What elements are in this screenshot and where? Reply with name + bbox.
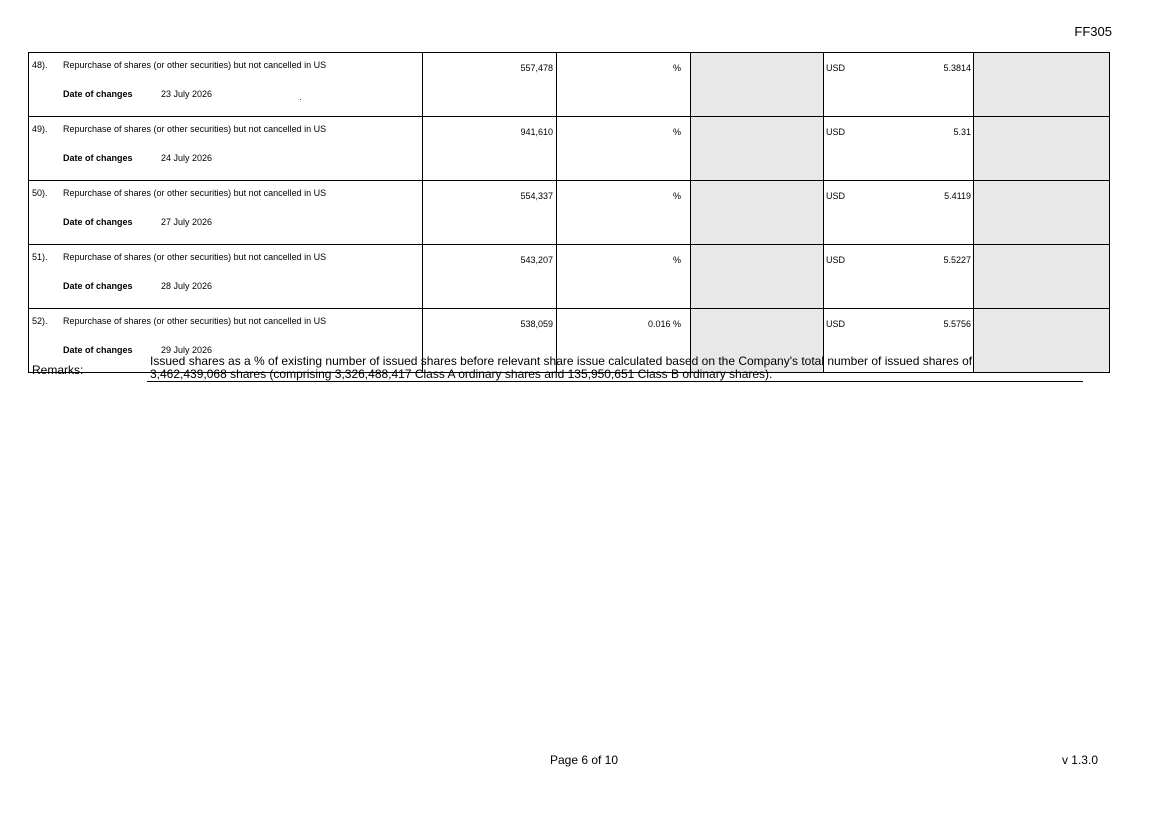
date-of-changes-label: Date of changes <box>63 345 133 355</box>
date-of-changes-label: Date of changes <box>63 217 133 227</box>
number-of-shares-cell <box>423 245 557 309</box>
shaded-cell <box>691 181 824 245</box>
row-description: Repurchase of shares (or other securities) but not cancelled in US <box>63 124 327 134</box>
price-cell <box>824 181 974 245</box>
row-number: 51). <box>32 252 48 262</box>
percent-cell <box>557 53 691 117</box>
price-value: 5.31 <box>953 127 971 137</box>
date-of-changes-value: 27 July 2026 <box>161 217 213 227</box>
percent-value: 0.016 % <box>647 319 681 329</box>
description-cell <box>29 181 423 245</box>
currency-code: USD <box>826 191 846 201</box>
number-of-shares: 557,478 <box>520 63 553 73</box>
currency-code: USD <box>826 63 846 73</box>
currency-code: USD <box>826 319 846 329</box>
table-row <box>29 117 1110 181</box>
number-of-shares: 941,610 <box>520 127 553 137</box>
shaded-cell <box>691 245 824 309</box>
form-code: FF305 <box>1074 24 1112 39</box>
price-value: 5.3814 <box>943 63 971 73</box>
date-of-changes-value: 24 July 2026 <box>161 153 213 163</box>
date-of-changes-label: Date of changes <box>63 89 133 99</box>
row-description: Repurchase of shares (or other securities) but not cancelled in US <box>63 60 327 70</box>
row-number: 52). <box>32 316 48 326</box>
price-value: 5.4119 <box>944 191 971 201</box>
remarks-text <box>147 355 1083 382</box>
remarks-label: Remarks: <box>32 363 84 377</box>
share-changes-table <box>28 52 1110 373</box>
percent-value: % <box>672 63 681 73</box>
shaded-cell <box>974 117 1110 181</box>
number-of-shares: 538,059 <box>520 319 553 329</box>
shaded-cell <box>974 53 1110 117</box>
row-description: Repurchase of shares (or other securities) but not cancelled in US <box>63 252 327 262</box>
number-of-shares: 543,207 <box>520 255 553 265</box>
table-row <box>29 245 1110 309</box>
price-value: 5.5756 <box>943 319 971 329</box>
description-cell <box>29 245 423 309</box>
percent-cell <box>557 245 691 309</box>
percent-value: % <box>672 255 681 265</box>
remarks-line-1: Issued shares as a % of existing number of issued shares before relevant share issue calculated based on the Company's total number of issued shares of <box>150 354 973 368</box>
row-description: Repurchase of shares (or other securities) but not cancelled in US <box>63 188 327 198</box>
percent-value: % <box>672 191 681 201</box>
price-cell <box>824 117 974 181</box>
number-of-shares-cell <box>423 181 557 245</box>
version-label: v 1.3.0 <box>1061 753 1098 767</box>
page-number: Page 6 of 10 <box>549 753 619 767</box>
date-of-changes-value: 29 July 2026 <box>161 345 213 355</box>
date-of-changes-value: 28 July 2026 <box>161 281 213 291</box>
price-cell <box>824 53 974 117</box>
shaded-cell <box>691 53 824 117</box>
shaded-cell <box>974 181 1110 245</box>
description-cell <box>29 53 423 117</box>
price-cell <box>824 245 974 309</box>
description-cell <box>29 117 423 181</box>
row-number: 48). <box>32 60 48 70</box>
date-of-changes-label: Date of changes <box>63 281 133 291</box>
remarks-line-2: 3,462,439,068 shares (comprising 3,326,488,417 Class A ordinary shares and 135,950,651 Class B ordinary shares). <box>150 367 773 381</box>
number-of-shares-cell <box>423 117 557 181</box>
table-row <box>29 53 1110 117</box>
date-of-changes-label: Date of changes <box>63 153 133 163</box>
shaded-cell <box>974 245 1110 309</box>
percent-cell <box>557 181 691 245</box>
row-number: 50). <box>32 188 48 198</box>
shaded-cell <box>691 117 824 181</box>
percent-value: % <box>672 127 681 137</box>
row-number: 49). <box>32 124 48 134</box>
percent-cell <box>557 117 691 181</box>
date-of-changes-value: 23 July 2026 <box>161 89 213 99</box>
currency-code: USD <box>826 127 846 137</box>
row-description: Repurchase of shares (or other securities) but not cancelled in US <box>63 316 327 326</box>
number-of-shares-cell <box>423 53 557 117</box>
currency-code: USD <box>826 255 846 265</box>
number-of-shares: 554,337 <box>520 191 553 201</box>
price-value: 5.5227 <box>943 255 971 265</box>
table-row <box>29 181 1110 245</box>
